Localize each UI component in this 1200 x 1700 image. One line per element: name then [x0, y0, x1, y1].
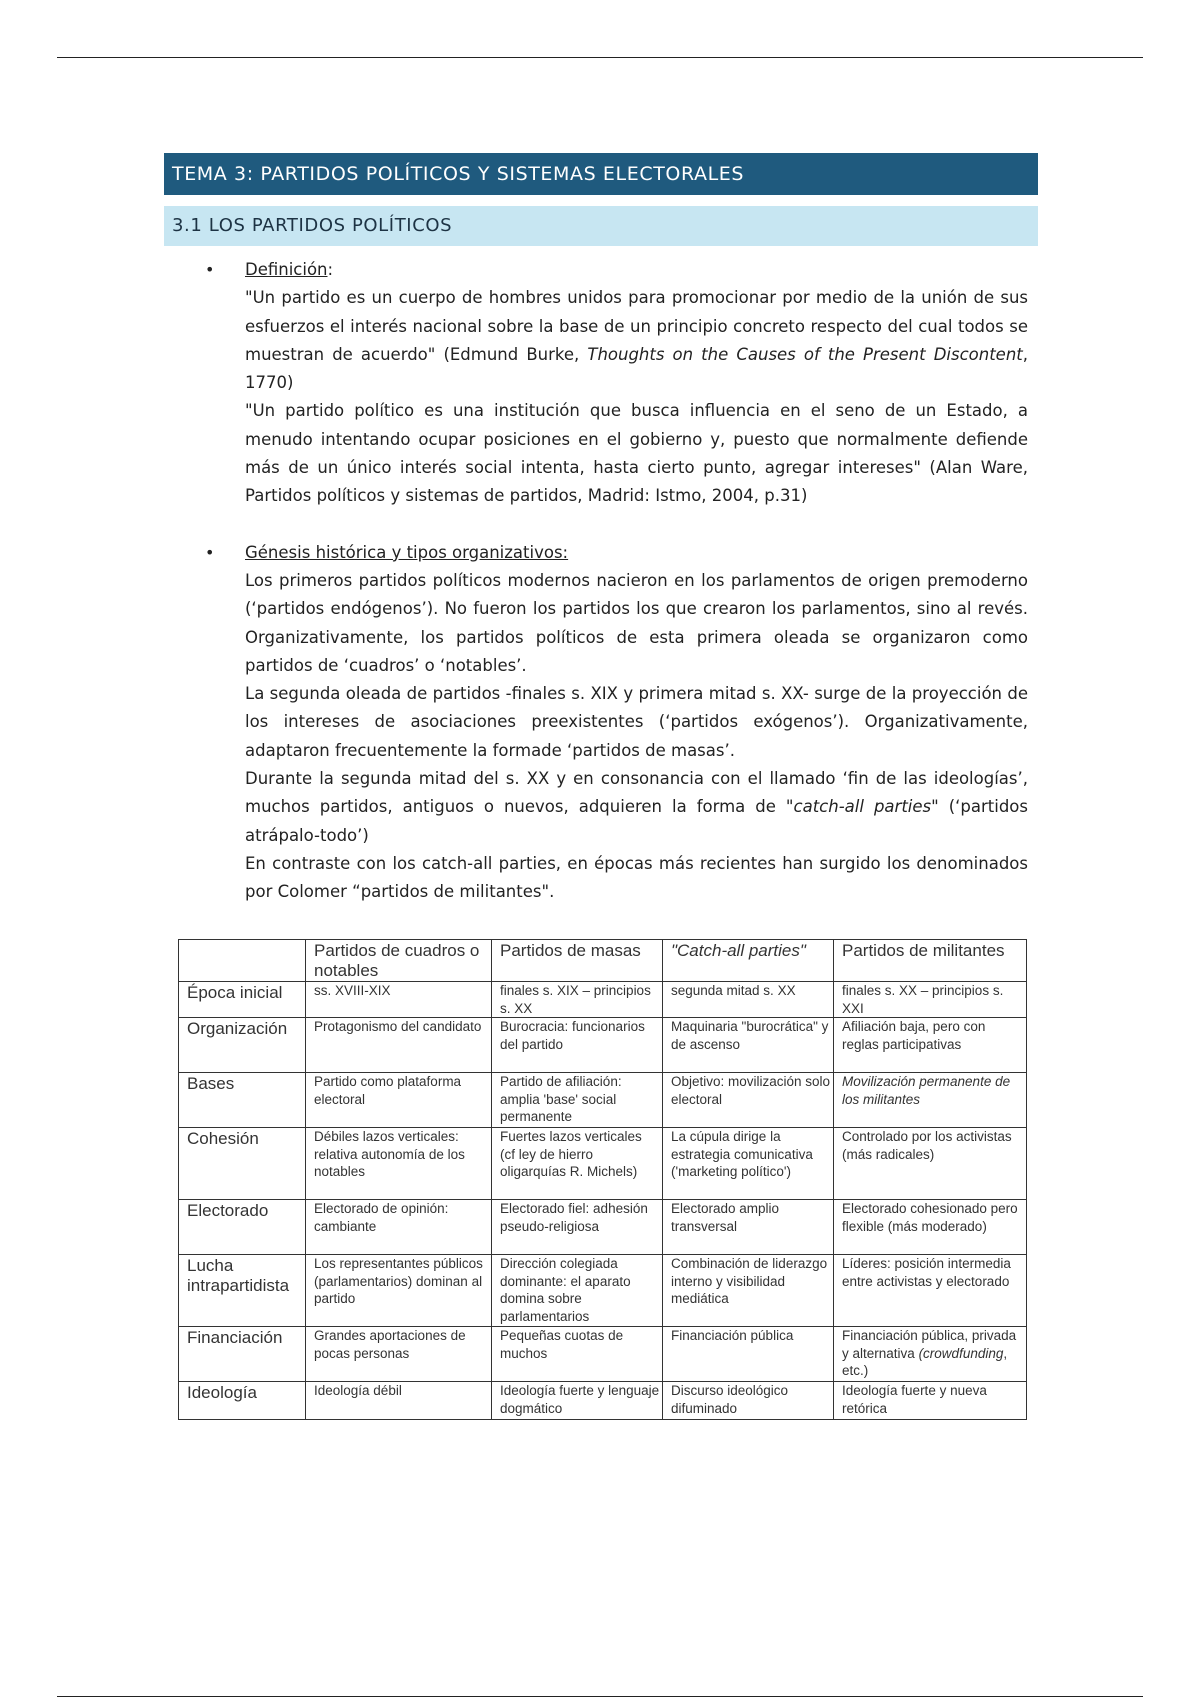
genesis-heading: Génesis histórica y tipos organizativos: — [245, 542, 569, 562]
top-rule — [57, 57, 1143, 58]
party-types-table — [178, 939, 1027, 1420]
table-row — [179, 1200, 1027, 1255]
cell-text: Financiación pública, privada y alternativa — [842, 1328, 1017, 1361]
definicion-heading-colon: : — [327, 260, 334, 279]
table-cell: Los representantes públicos (parlamentarios) dominan al partido — [306, 1255, 492, 1327]
table-cell: Afiliación baja, pero con reglas participativas — [834, 1018, 1027, 1073]
table-cell: Controlado por los activistas (más radicales) — [834, 1128, 1027, 1200]
bullet-icon: • — [205, 542, 215, 562]
bullet-genesis — [205, 539, 1028, 907]
table-cell: Ideología débil — [306, 1382, 492, 1420]
p3-start: Durante la segunda mitad del s. XX y en consonancia con el llamado ‘fin de las ideologías’, muchos partidos, antiguos o nuevos, adquieren la forma de " — [245, 769, 1028, 817]
bottom-rule — [57, 1696, 1143, 1697]
row-label: Bases — [179, 1073, 306, 1128]
genesis-paragraph-1: Los primeros partidos políticos modernos nacieron en los parlamentos de origen premoderno (‘partidos endógenos’). No fueron los partidos los que crearon los parlamentos, sino al revés. Organizativamente, los partidos políticos de esta primera oleada se organizaron como partidos de ‘cuadros’ o ‘notables’. — [245, 570, 1028, 675]
row-label: Cohesión — [179, 1128, 306, 1200]
table-cell: Débiles lazos verticales: relativa autonomía de los notables — [306, 1128, 492, 1200]
table-cell: Dirección colegiada dominante: el aparato domina sobre parlamentarios — [492, 1255, 663, 1327]
table-cell: finales s. XIX – principios s. XX — [492, 982, 663, 1018]
burke-quote-title: Thoughts on the Causes of the Present Discontent — [587, 344, 1023, 364]
table-cell: Burocracia: funcionarios del partido — [492, 1018, 663, 1073]
burke-quote-end: , 1770) — [245, 344, 1028, 393]
row-label: Organización — [179, 1018, 306, 1073]
table-row — [179, 1255, 1027, 1327]
row-label: Lucha intrapartidista — [179, 1255, 306, 1327]
table-row — [179, 1018, 1027, 1073]
row-label: Electorado — [179, 1200, 306, 1255]
table-cell: Electorado fiel: adhesión pseudo-religiosa — [492, 1200, 663, 1255]
cell-end: , etc.) — [842, 1345, 1008, 1378]
table-row — [179, 1382, 1027, 1420]
table-row — [179, 1128, 1027, 1200]
table-header-cuadros: Partidos de cuadros o notables — [306, 940, 492, 982]
definicion-heading: Definición — [245, 260, 328, 279]
genesis-paragraph-3 — [245, 765, 1028, 850]
party-types-table-wrap — [178, 939, 1026, 1420]
table-cell: Electorado cohesionado pero flexible (más moderado) — [834, 1200, 1027, 1255]
table-cell: Electorado de opinión: cambiante — [306, 1200, 492, 1255]
table-cell: Líderes: posición intermedia entre activistas y electorado — [834, 1255, 1027, 1327]
table-cell: Discurso ideológico difuminado — [663, 1382, 834, 1420]
bullet-icon: • — [205, 260, 215, 279]
table-header-empty — [179, 940, 306, 982]
row-label: Ideología — [179, 1382, 306, 1420]
table-cell: Objetivo: movilización solo electoral — [663, 1073, 834, 1128]
ware-quote: "Un partido político es una institución que busca influencia en el seno de un Estado, a menudo intentando ocupar posiciones en el gobierno y, puesto que normalmente defiende más de un único interés social intenta, hasta cierto punto, agregar intereses" (Alan Ware, Partidos políticos y sistemas de partidos, Madrid: Istmo, 2004, p.31) — [245, 401, 1028, 506]
table-cell: Combinación de liderazgo interno y visibilidad mediática — [663, 1255, 834, 1327]
section-title: 3.1 LOS PARTIDOS POLÍTICOS — [164, 206, 1038, 246]
table-cell: Partido como plataforma electoral — [306, 1073, 492, 1128]
row-label: Época inicial — [179, 982, 306, 1018]
table-cell: Pequeñas cuotas de muchos — [492, 1327, 663, 1382]
table-row — [179, 982, 1027, 1018]
table-cell: Ideología fuerte y nueva retórica — [834, 1382, 1027, 1420]
cell-italic: (crowdfunding — [918, 1345, 1004, 1361]
table-cell: segunda mitad s. XX — [663, 982, 834, 1018]
row-label: Financiación — [179, 1327, 306, 1382]
table-row — [179, 1073, 1027, 1128]
table-cell: Electorado amplio transversal — [663, 1200, 834, 1255]
table-cell: Movilización permanente de los militantes — [834, 1073, 1027, 1128]
bullet-definicion — [205, 256, 1028, 511]
table-header-militantes: Partidos de militantes — [834, 940, 1027, 982]
table-cell: Grandes aportaciones de pocas personas — [306, 1327, 492, 1382]
p3-end: " (‘partidos atrápalo-todo’) — [245, 797, 1028, 845]
table-cell: Protagonismo del candidato — [306, 1018, 492, 1073]
genesis-paragraph-4: En contraste con los catch-all parties, en épocas más recientes han surgido los denominados por Colomer “partidos de militantes". — [245, 853, 1028, 902]
table-row — [179, 1327, 1027, 1382]
table-header-catch-all: "Catch-all parties" — [663, 940, 834, 982]
page-title: TEMA 3: PARTIDOS POLÍTICOS Y SISTEMAS ELECTORALES — [164, 153, 1038, 195]
content — [205, 256, 1028, 907]
table-cell: ss. XVIII-XIX — [306, 982, 492, 1018]
table-header-masas: Partidos de masas — [492, 940, 663, 982]
table-cell: La cúpula dirige la estrategia comunicativa ('marketing político') — [663, 1128, 834, 1200]
table-cell: Ideología fuerte y lenguaje dogmático — [492, 1382, 663, 1420]
table-cell: Fuertes lazos verticales (cf ley de hierro oligarquías R. Michels) — [492, 1128, 663, 1200]
table-cell: Financiación pública — [663, 1327, 834, 1382]
burke-quote-text: "Un partido es un cuerpo de hombres unidos para promocionar por medio de la unión de sus esfuerzos el interés nacional sobre la base de un principio concreto respecto del cual todos se muestran de acuerdo" (Edmund Burke, — [245, 288, 1028, 364]
table-cell-financiacion-militantes — [834, 1327, 1027, 1382]
genesis-paragraph-2: La segunda oleada de partidos -finales s. XIX y primera mitad s. XX- surge de la proyección de los intereses de asociaciones preexistentes (‘partidos exógenos’). Organizativamente, adaptaron frecuentemente la formade ‘partidos de masas’. — [245, 684, 1028, 760]
burke-quote — [245, 284, 1028, 397]
table-header-row — [179, 940, 1027, 982]
table-cell: finales s. XX – principios s. XXI — [834, 982, 1027, 1018]
table-cell: Maquinaria "burocrática" y de ascenso — [663, 1018, 834, 1073]
table-cell: Partido de afiliación: amplia 'base' social permanente — [492, 1073, 663, 1128]
p3-italic: catch-all parties — [793, 797, 932, 817]
